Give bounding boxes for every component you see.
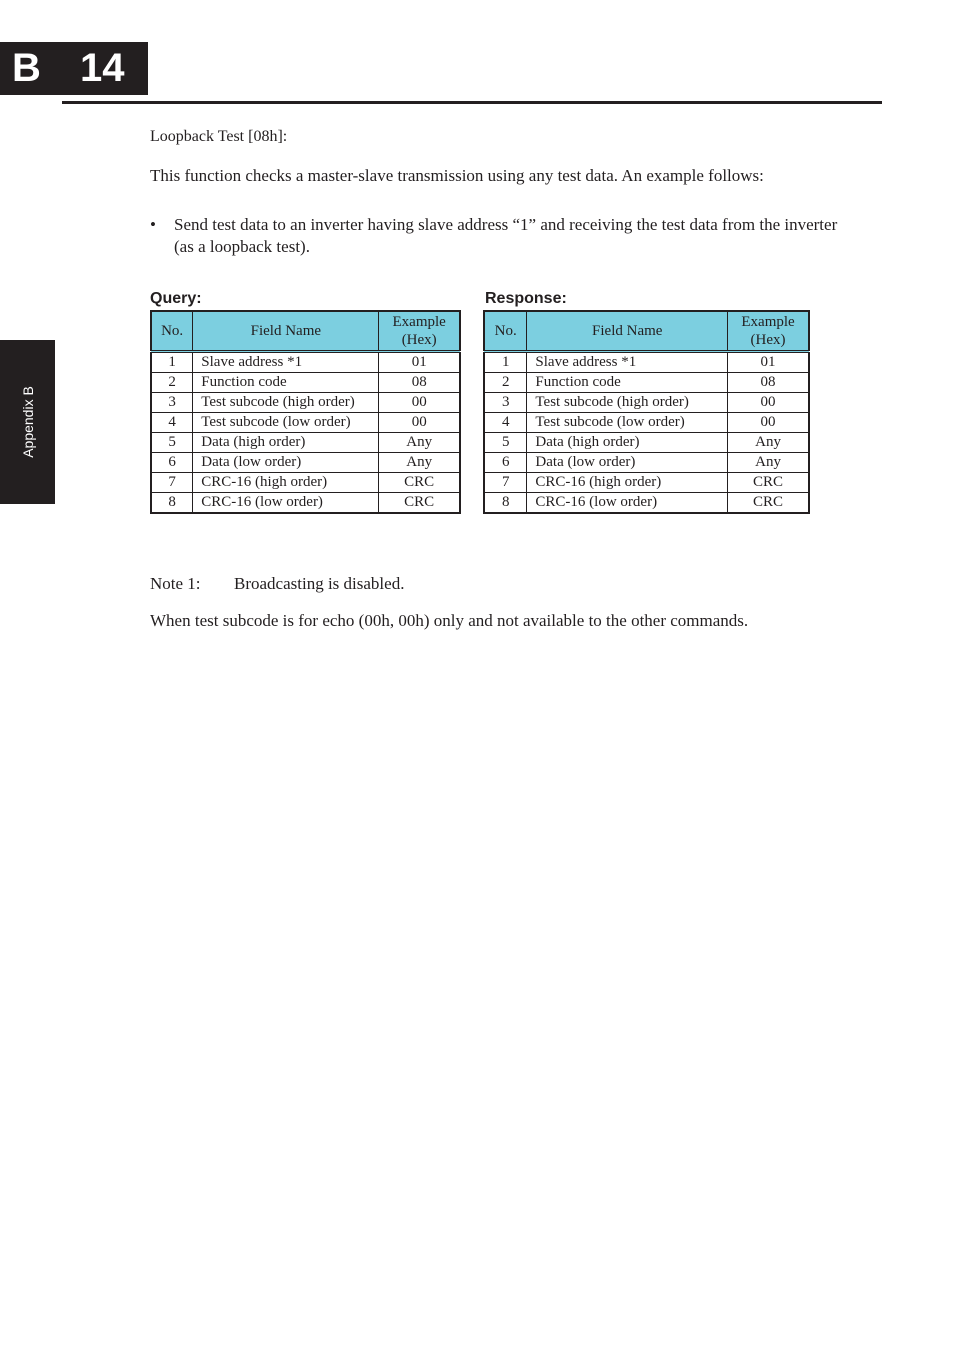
cell-no: 3 bbox=[484, 393, 527, 413]
note-text: Broadcasting is disabled. bbox=[234, 574, 405, 593]
cell-example: CRC bbox=[379, 493, 460, 514]
cell-no: 1 bbox=[151, 352, 193, 373]
cell-field-name: Function code bbox=[193, 373, 379, 393]
response-label: Response: bbox=[485, 290, 567, 307]
cell-example: 00 bbox=[379, 393, 460, 413]
table-row bbox=[151, 433, 460, 453]
cell-field-name: Data (low order) bbox=[193, 453, 379, 473]
cell-field-name: Data (high order) bbox=[527, 433, 728, 453]
table-row bbox=[484, 473, 809, 493]
cell-example: Any bbox=[379, 433, 460, 453]
cell-example: CRC bbox=[728, 473, 809, 493]
cell-field-name: Test subcode (high order) bbox=[527, 393, 728, 413]
table-header-row bbox=[151, 311, 460, 352]
cell-example: 01 bbox=[379, 352, 460, 373]
cell-no: 5 bbox=[484, 433, 527, 453]
cell-example: 00 bbox=[379, 413, 460, 433]
table-row bbox=[151, 413, 460, 433]
cell-example: Any bbox=[379, 453, 460, 473]
bullet-dot-icon: • bbox=[150, 215, 156, 234]
cell-example: 08 bbox=[728, 373, 809, 393]
appendix-letter: B bbox=[12, 46, 41, 90]
cell-field-name: CRC-16 (high order) bbox=[527, 473, 728, 493]
cell-no: 8 bbox=[151, 493, 193, 514]
cell-field-name: CRC-16 (high order) bbox=[193, 473, 379, 493]
cell-no: 5 bbox=[151, 433, 193, 453]
header-rule bbox=[62, 101, 882, 104]
cell-no: 7 bbox=[151, 473, 193, 493]
cell-example: 08 bbox=[379, 373, 460, 393]
cell-field-name: Test subcode (low order) bbox=[193, 413, 379, 433]
table-row bbox=[151, 393, 460, 413]
final-paragraph: When test subcode is for echo (00h, 00h) only and not available to the other commands. bbox=[150, 611, 749, 630]
table-row bbox=[484, 433, 809, 453]
table-row bbox=[151, 453, 460, 473]
side-tab bbox=[0, 340, 55, 504]
cell-no: 8 bbox=[484, 493, 527, 514]
cell-no: 3 bbox=[151, 393, 193, 413]
query-table bbox=[150, 310, 461, 514]
header-field-name: Field Name bbox=[527, 311, 728, 352]
cell-field-name: CRC-16 (low order) bbox=[527, 493, 728, 514]
bullet-item bbox=[150, 214, 860, 258]
side-tab-label: Appendix B bbox=[19, 386, 36, 458]
note bbox=[150, 574, 404, 594]
table-row bbox=[151, 493, 460, 514]
cell-no: 7 bbox=[484, 473, 527, 493]
page-number: 14 bbox=[80, 46, 125, 90]
intro-paragraph: This function checks a master-slave transmission using any test data. An example follows: bbox=[150, 166, 764, 185]
cell-no: 2 bbox=[151, 373, 193, 393]
bullet-text: Send test data to an inverter having slave address “1” and receiving the test data from the inverter (as a loopback test). bbox=[174, 215, 838, 256]
header-no: No. bbox=[151, 311, 193, 352]
query-label: Query: bbox=[150, 290, 202, 307]
cell-field-name: Data (high order) bbox=[193, 433, 379, 453]
header-example: Example (Hex) bbox=[379, 311, 460, 352]
cell-example: Any bbox=[728, 433, 809, 453]
cell-example: 00 bbox=[728, 393, 809, 413]
section-title: Loopback Test [08h]: bbox=[150, 128, 288, 145]
table-header-row bbox=[484, 311, 809, 352]
cell-no: 6 bbox=[484, 453, 527, 473]
header-no: No. bbox=[484, 311, 527, 352]
cell-example: 01 bbox=[728, 352, 809, 373]
cell-field-name: Slave address *1 bbox=[193, 352, 379, 373]
cell-no: 1 bbox=[484, 352, 527, 373]
cell-example: CRC bbox=[379, 473, 460, 493]
table-row bbox=[484, 453, 809, 473]
table-row bbox=[484, 413, 809, 433]
cell-example: 00 bbox=[728, 413, 809, 433]
cell-no: 6 bbox=[151, 453, 193, 473]
cell-example: CRC bbox=[728, 493, 809, 514]
table-row bbox=[151, 473, 460, 493]
header-field-name: Field Name bbox=[193, 311, 379, 352]
table-row bbox=[484, 393, 809, 413]
cell-no: 4 bbox=[484, 413, 527, 433]
page-header-tab bbox=[0, 42, 148, 95]
cell-field-name: Slave address *1 bbox=[527, 352, 728, 373]
table-row bbox=[151, 373, 460, 393]
cell-example: Any bbox=[728, 453, 809, 473]
header-example: Example (Hex) bbox=[728, 311, 809, 352]
cell-field-name: Test subcode (low order) bbox=[527, 413, 728, 433]
cell-no: 2 bbox=[484, 373, 527, 393]
note-label: Note 1: bbox=[150, 574, 201, 593]
table-row bbox=[484, 352, 809, 373]
cell-no: 4 bbox=[151, 413, 193, 433]
table-row bbox=[151, 352, 460, 373]
response-table bbox=[483, 310, 810, 514]
cell-field-name: Data (low order) bbox=[527, 453, 728, 473]
table-row bbox=[484, 373, 809, 393]
table-row bbox=[484, 493, 809, 514]
cell-field-name: CRC-16 (low order) bbox=[193, 493, 379, 514]
cell-field-name: Function code bbox=[527, 373, 728, 393]
cell-field-name: Test subcode (high order) bbox=[193, 393, 379, 413]
